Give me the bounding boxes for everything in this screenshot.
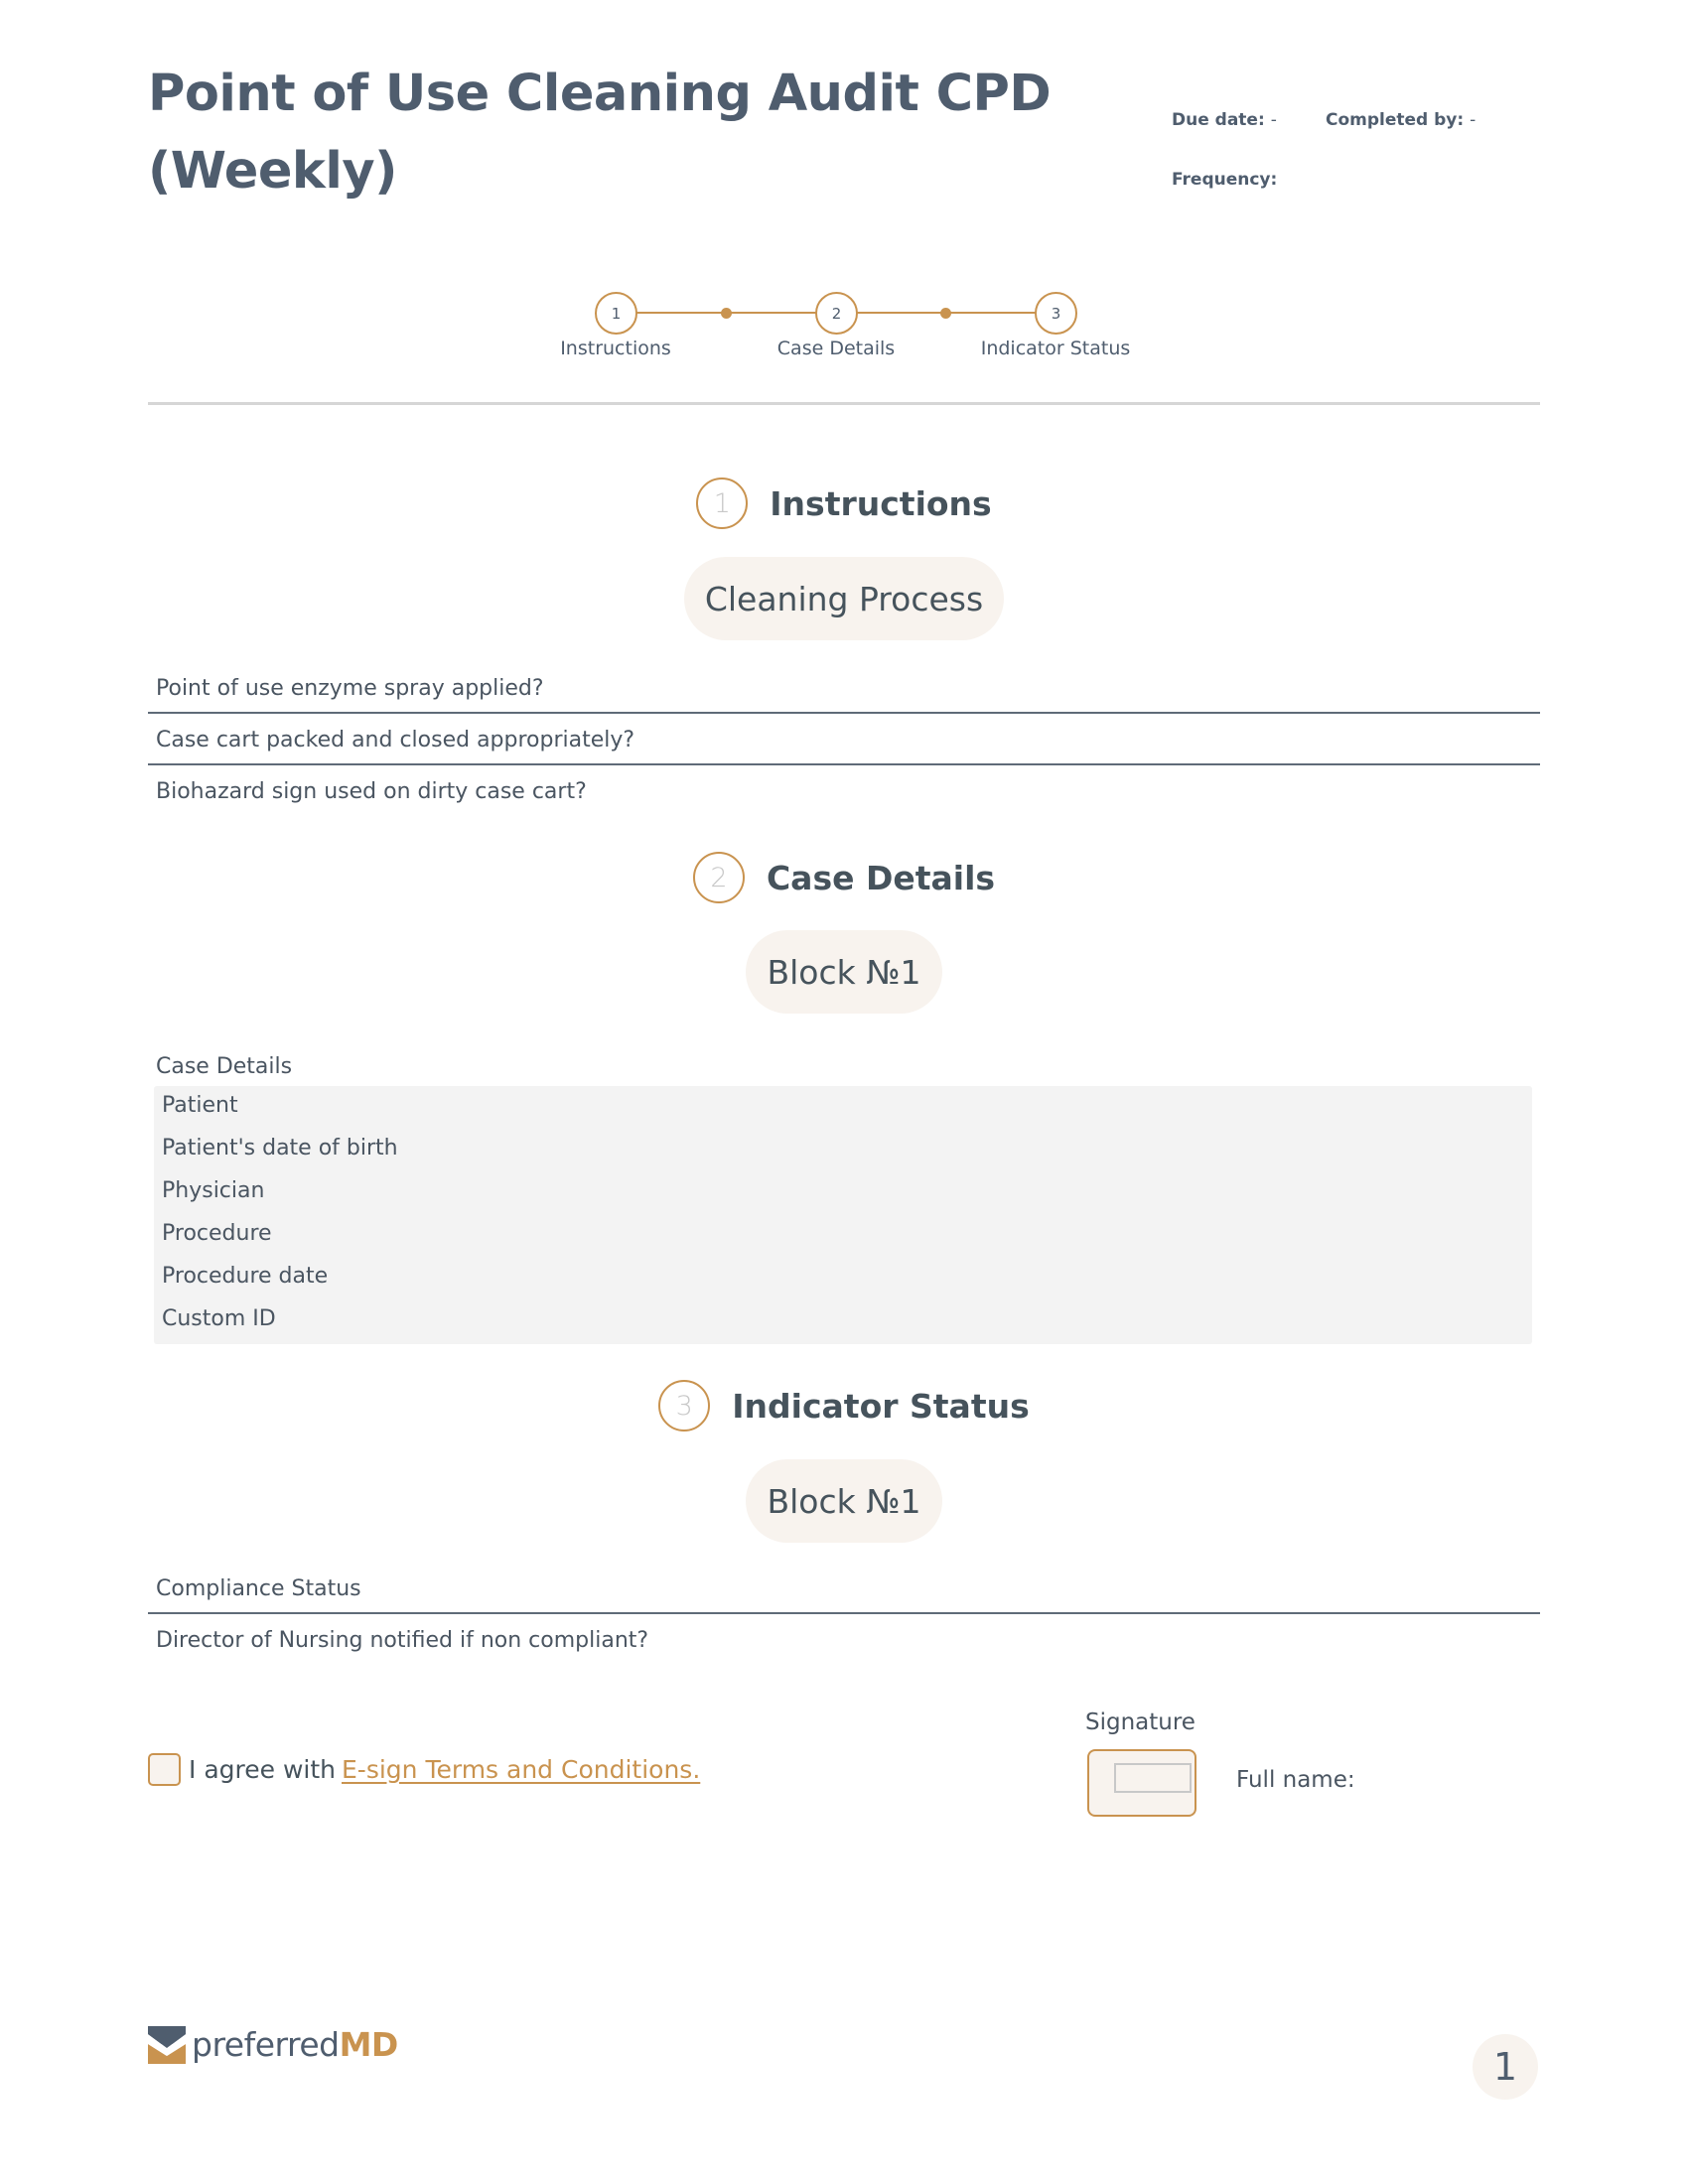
case-details-box — [154, 1086, 1532, 1344]
block-title-pill: Cleaning Process — [684, 557, 1004, 640]
completed-by — [1326, 110, 1476, 130]
logo-checkmark-icon — [148, 2026, 186, 2064]
question-row[interactable] — [148, 662, 1540, 714]
block-title-pill: Block №1 — [746, 930, 941, 1014]
case-field-physician[interactable]: Physician — [162, 1178, 265, 1203]
logo-text-md: MD — [339, 2025, 398, 2064]
question-text: Biohazard sign used on dirty case cart? — [156, 779, 587, 804]
block-title-wrap — [0, 557, 1688, 640]
due-date-value: - — [1270, 110, 1277, 130]
question-row[interactable] — [148, 714, 1540, 765]
case-field-procedure[interactable]: Procedure — [162, 1221, 272, 1246]
section-number-badge: 1 — [696, 478, 748, 529]
case-details-label: Case Details — [156, 1054, 293, 1079]
signature-box[interactable] — [1087, 1749, 1196, 1817]
completed-by-value: - — [1470, 110, 1477, 130]
case-field-patient-dob[interactable]: Patient's date of birth — [162, 1136, 398, 1160]
section-instructions-header — [0, 478, 1688, 529]
logo-text-preferred: preferred — [192, 2025, 340, 2064]
document-title: Point of Use Cleaning Audit CPD (Weekly) — [148, 65, 1052, 201]
header-divider — [148, 402, 1540, 405]
stepper-dot — [940, 308, 951, 319]
question-text: Compliance Status — [156, 1576, 361, 1601]
agree-checkbox[interactable] — [148, 1753, 181, 1786]
frequency-label: Frequency: — [1172, 170, 1278, 190]
section-title: Case Details — [766, 858, 996, 897]
step-2-label[interactable]: Case Details — [776, 338, 896, 359]
case-field-procedure-date[interactable]: Procedure date — [162, 1264, 329, 1289]
due-date — [1172, 110, 1277, 130]
question-text: Point of use enzyme spray applied? — [156, 676, 544, 701]
section-case-details-header — [0, 852, 1688, 903]
block-title-pill: Block №1 — [746, 1459, 941, 1543]
step-1-circle[interactable]: 1 — [595, 292, 637, 335]
step-3-circle[interactable]: 3 — [1035, 292, 1077, 335]
step-3-label[interactable]: Indicator Status — [980, 338, 1131, 359]
section-number-badge: 2 — [693, 852, 745, 903]
completed-by-label: Completed by: — [1326, 110, 1465, 130]
block-title-wrap — [0, 1459, 1688, 1543]
section-title: Indicator Status — [732, 1386, 1030, 1426]
full-name-label: Full name: — [1236, 1767, 1355, 1793]
question-text: Director of Nursing notified if non compliant? — [156, 1628, 649, 1653]
stepper-dot — [721, 308, 732, 319]
question-row[interactable] — [148, 1614, 1540, 1666]
preferredmd-logo — [148, 2025, 398, 2064]
question-row[interactable] — [148, 1563, 1540, 1614]
page-number: 1 — [1473, 2034, 1538, 2100]
agreement-row — [148, 1753, 700, 1786]
section-number-badge: 3 — [658, 1380, 710, 1432]
question-text: Case cart packed and closed appropriately? — [156, 728, 635, 752]
frequency — [1172, 170, 1277, 190]
question-row[interactable] — [148, 765, 1540, 817]
step-2-circle[interactable]: 2 — [815, 292, 858, 335]
agree-text: I agree with — [189, 1755, 336, 1784]
due-date-label: Due date: — [1172, 110, 1265, 130]
case-field-custom-id[interactable]: Custom ID — [162, 1306, 276, 1331]
section-title: Instructions — [770, 483, 992, 523]
terms-link[interactable]: E-sign Terms and Conditions. — [342, 1755, 701, 1784]
section-indicator-status-header — [0, 1380, 1688, 1432]
signature-label: Signature — [1085, 1709, 1196, 1735]
block-title-wrap — [0, 930, 1688, 1014]
signature-placeholder-icon — [1114, 1763, 1192, 1793]
case-field-patient[interactable]: Patient — [162, 1093, 238, 1118]
step-1-label[interactable]: Instructions — [560, 338, 671, 359]
